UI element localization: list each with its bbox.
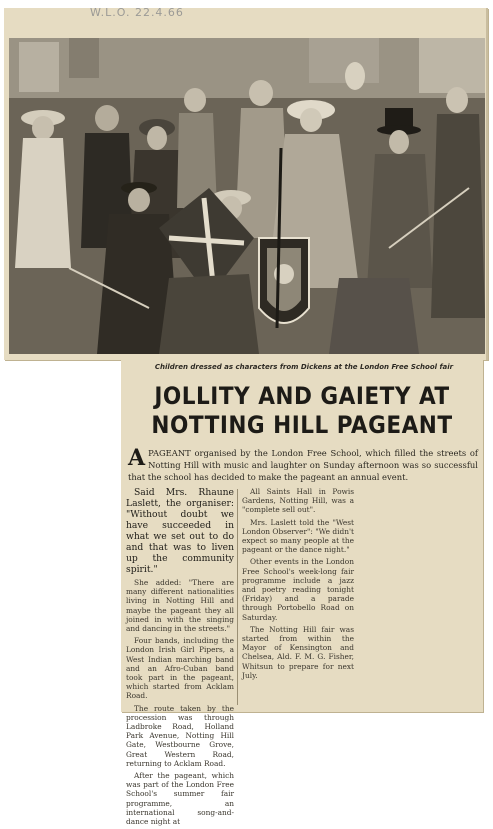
- photo-caption: Children dressed as characters from Dickens at the London Free School fair: [154, 363, 454, 371]
- column-2-paragraph-4: The Notting Hill fair was started from within the Mayor of Kensington and Chelsea, Ald. F. M. G. Fisher, Whitsun to prepare for next July.: [242, 624, 354, 680]
- column-1-paragraph-3: Four bands, including the London Irish Girl Pipers, a West Indian marching band and an Afro-Cuban band took part in the pageant, which started from Acklam Road.: [126, 636, 234, 701]
- column-1-paragraph-5: After the pageant, which was part of the London Free School's summer fair programme, an international song-and-dance night at: [126, 771, 234, 827]
- photo-illustration: [9, 38, 485, 354]
- column-2-paragraph-1: All Saints Hall in Powis Gardens, Notting Hill, was a "complete sell out".: [242, 487, 354, 515]
- column-2-paragraph-2: Mrs. Laslett told the "West London Observer": "We didn't expect so many people at the pageant or the dance night.": [242, 517, 354, 555]
- column-2-paragraph-3: Other events in the London Free School's week-long fair programme include a jazz and poetry reading tonight (Friday) and a parade through Portobello Road on Saturday.: [242, 557, 354, 622]
- news-photo: [9, 38, 485, 354]
- article-lead-paragraph: [128, 447, 478, 483]
- lead-text: PAGEANT organised by the London Free School, which filled the streets of Notting Hill with music and laughter on Sunday afternoon was so successful that the school has decided to make the pageant an annual event.: [128, 448, 478, 482]
- article-column-1: [126, 487, 234, 829]
- article-headline: [124, 382, 480, 440]
- column-1-paragraph-4: The route taken by the procession was through Ladbroke Road, Holland Park Avenue, Notting Hill Gate, Westbourne Grove, Great Western Road, returning to Acklam Road.: [126, 703, 234, 768]
- column-1-quote: Said Mrs. Rhaune Laslett, the organiser: "Without doubt we have succeeded in what we set out to do and that was to liven up the community spirit.": [126, 487, 234, 575]
- headline-line-2: NOTTING HILL PAGEANT: [151, 411, 453, 439]
- handwritten-date-note: W.L.O. 22.4.66: [90, 6, 184, 19]
- headline-line-1: JOLLITY AND GAIETY AT: [154, 382, 450, 410]
- column-divider: [237, 489, 238, 705]
- drop-cap-letter: A: [128, 445, 146, 471]
- article-column-2: [242, 487, 354, 683]
- column-1-paragraph-2: She added: "There are many different nationalities living in Notting Hill and maybe the pageant they all joined in with the singing and dancing in the streets.": [126, 578, 234, 634]
